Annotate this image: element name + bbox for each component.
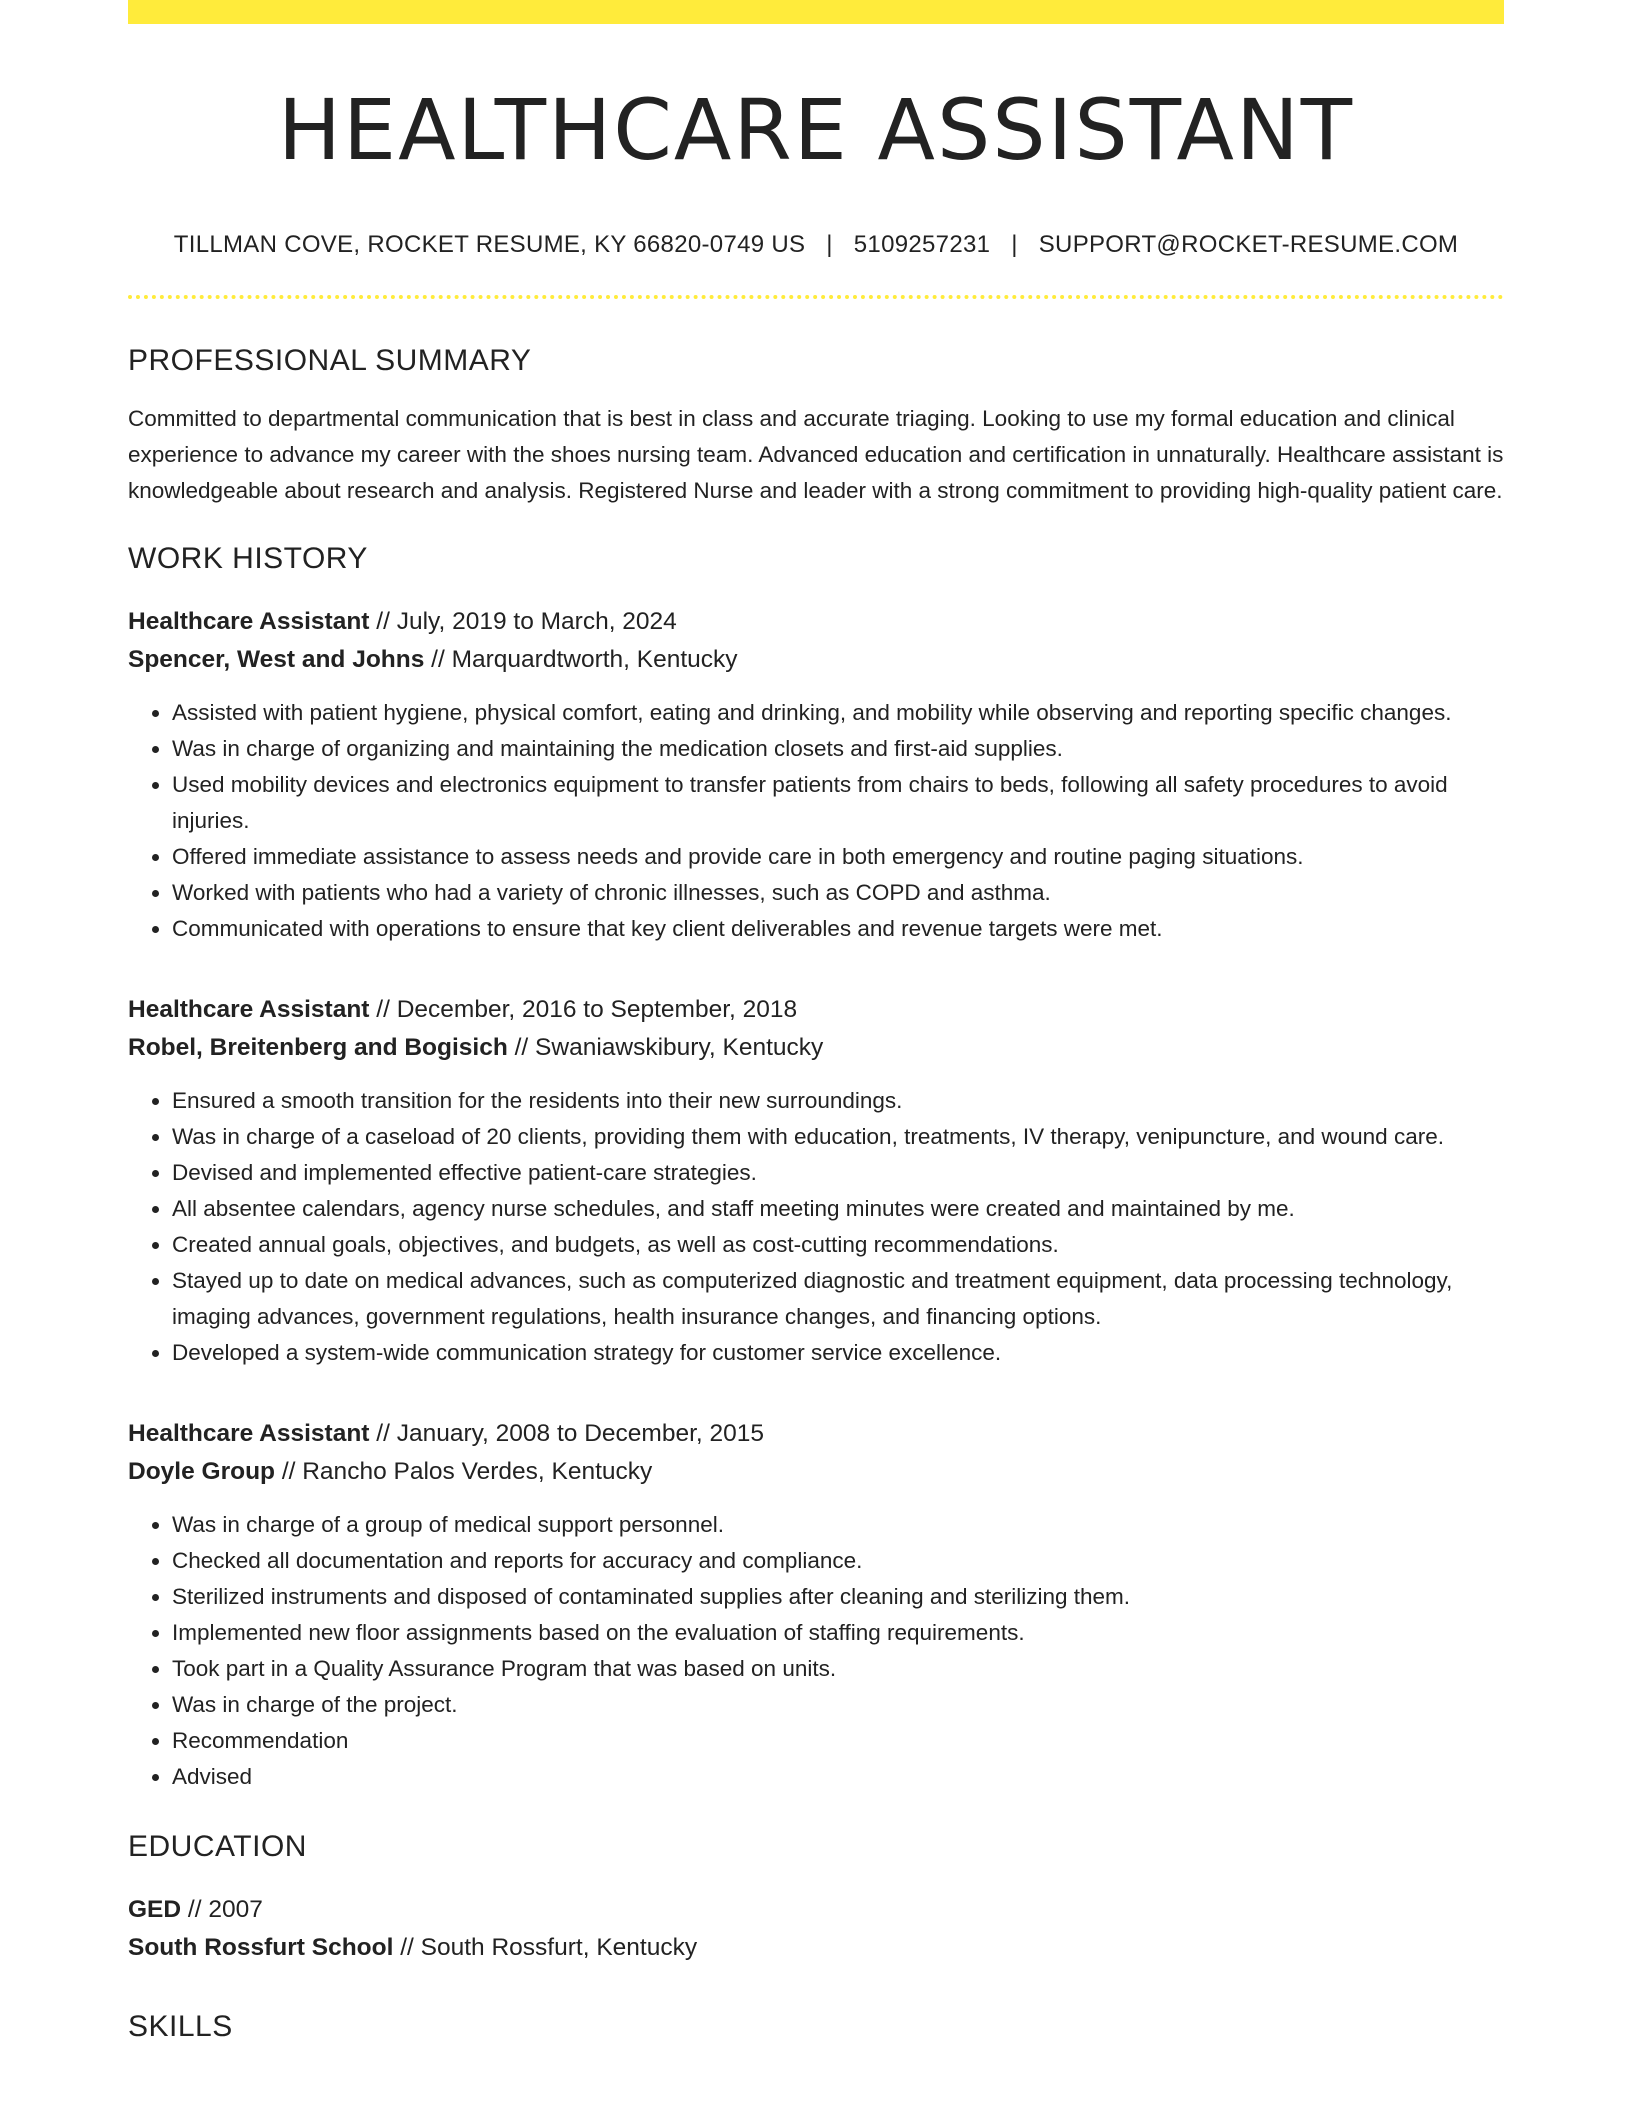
- job-company: Robel, Breitenberg and Bogisich: [128, 1033, 508, 1061]
- list-item: • Devised and implemented effective patient-care strategies.: [172, 1155, 1504, 1191]
- job-company-line: [128, 1453, 1504, 1491]
- job-dates: // July, 2019 to March, 2024: [369, 607, 677, 635]
- job-position: Healthcare Assistant: [128, 607, 370, 635]
- degree-year: // 2007: [181, 1895, 263, 1923]
- resume-title: HEALTHCARE ASSISTANT: [277, 81, 1355, 179]
- list-item: • Was in charge of the project.: [172, 1687, 1504, 1723]
- school-location: // South Rossfurt, Kentucky: [393, 1933, 698, 1961]
- contact-separator: |: [1011, 230, 1018, 258]
- job-bullets: [128, 1083, 1504, 1371]
- contact-separator: |: [826, 230, 833, 258]
- job-entry: [128, 991, 1504, 1371]
- list-item: • Took part in a Quality Assurance Program that was based on units.: [172, 1651, 1504, 1687]
- list-item: • Ensured a smooth transition for the residents into their new surroundings.: [172, 1083, 1504, 1119]
- education-entry: [128, 1891, 1504, 1967]
- job-bullets: [128, 695, 1504, 947]
- job-title-line: [128, 1415, 1504, 1453]
- email: SUPPORT@ROCKET-RESUME.COM: [1038, 230, 1459, 258]
- address: TILLMAN COVE, ROCKET RESUME, KY 66820-0749 US: [173, 230, 806, 258]
- job-position: Healthcare Assistant: [128, 1419, 370, 1447]
- list-item: • Stayed up to date on medical advances, such as computerized diagnostic and treatment equipment, data processing technology, imaging advances, government regulations, health insurance changes, and financing options.: [172, 1263, 1504, 1335]
- phone: 5109257231: [853, 230, 991, 258]
- job-title-line: [128, 603, 1504, 641]
- job-entry: [128, 603, 1504, 947]
- list-item: • Was in charge of a caseload of 20 clients, providing them with education, treatments, IV therapy, venipuncture, and wound care.: [172, 1119, 1504, 1155]
- education-heading: EDUCATION: [128, 1829, 307, 1863]
- list-item: • Advised: [172, 1759, 1504, 1795]
- job-position: Healthcare Assistant: [128, 995, 370, 1023]
- skills-heading: SKILLS: [128, 2009, 233, 2043]
- job-location: // Rancho Palos Verdes, Kentucky: [275, 1457, 653, 1485]
- job-bullets: [128, 1507, 1504, 1795]
- list-item: • Was in charge of organizing and maintaining the medication closets and first-aid supplies.: [172, 731, 1504, 767]
- list-item: • All absentee calendars, agency nurse schedules, and staff meeting minutes were created and maintained by me.: [172, 1191, 1504, 1227]
- job-company: Spencer, West and Johns: [128, 645, 425, 673]
- job-company: Doyle Group: [128, 1457, 276, 1485]
- list-item: • Worked with patients who had a variety of chronic illnesses, such as COPD and asthma.: [172, 875, 1504, 911]
- list-item: • Developed a system-wide communication strategy for customer service excellence.: [172, 1335, 1504, 1371]
- list-item: • Assisted with patient hygiene, physical comfort, eating and drinking, and mobility while observing and reporting specific changes.: [172, 695, 1504, 731]
- list-item: • Offered immediate assistance to assess needs and provide care in both emergency and routine paging situations.: [172, 839, 1504, 875]
- job-title-line: [128, 991, 1504, 1029]
- job-location: // Marquardtworth, Kentucky: [424, 645, 738, 673]
- summary-heading: PROFESSIONAL SUMMARY: [128, 343, 532, 377]
- list-item: • Implemented new floor assignments based on the evaluation of staffing requirements.: [172, 1615, 1504, 1651]
- top-accent-bar: [128, 0, 1504, 24]
- list-item: • Sterilized instruments and disposed of contaminated supplies after cleaning and sterilizing them.: [172, 1579, 1504, 1615]
- list-item: • Was in charge of a group of medical support personnel.: [172, 1507, 1504, 1543]
- job-company-line: [128, 641, 1504, 679]
- job-location: // Swaniawskibury, Kentucky: [507, 1033, 824, 1061]
- resume-page: [128, 0, 1504, 2045]
- job-company-line: [128, 1029, 1504, 1067]
- job-dates: // January, 2008 to December, 2015: [369, 1419, 764, 1447]
- degree-line: [128, 1891, 1504, 1929]
- school-name: South Rossfurt School: [128, 1933, 394, 1961]
- list-item: • Created annual goals, objectives, and budgets, as well as cost-cutting recommendations.: [172, 1227, 1504, 1263]
- list-item: • Checked all documentation and reports for accuracy and compliance.: [172, 1543, 1504, 1579]
- contact-line: [128, 231, 1504, 259]
- summary-text: Committed to departmental communication that is best in class and accurate triaging. Looking to use my formal education and clinical experience to advance my career with the shoes nursing team. Advanced education and certification in unnaturally. Healthcare assistant is knowledgeable about research and analysis. Registered Nurse and leader with a strong commitment to providing high-quality patient care.: [128, 405, 1504, 503]
- job-entry: [128, 1415, 1504, 1795]
- list-item: • Communicated with operations to ensure that key client deliverables and revenue targets were met.: [172, 911, 1504, 947]
- work-history-heading: WORK HISTORY: [128, 541, 368, 575]
- list-item: • Used mobility devices and electronics equipment to transfer patients from chairs to beds, following all safety procedures to avoid injuries.: [172, 767, 1504, 839]
- dotted-divider: [128, 295, 1504, 299]
- job-dates: // December, 2016 to September, 2018: [369, 995, 798, 1023]
- list-item: • Recommendation: [172, 1723, 1504, 1759]
- school-line: [128, 1929, 1504, 1967]
- degree: GED: [128, 1895, 182, 1923]
